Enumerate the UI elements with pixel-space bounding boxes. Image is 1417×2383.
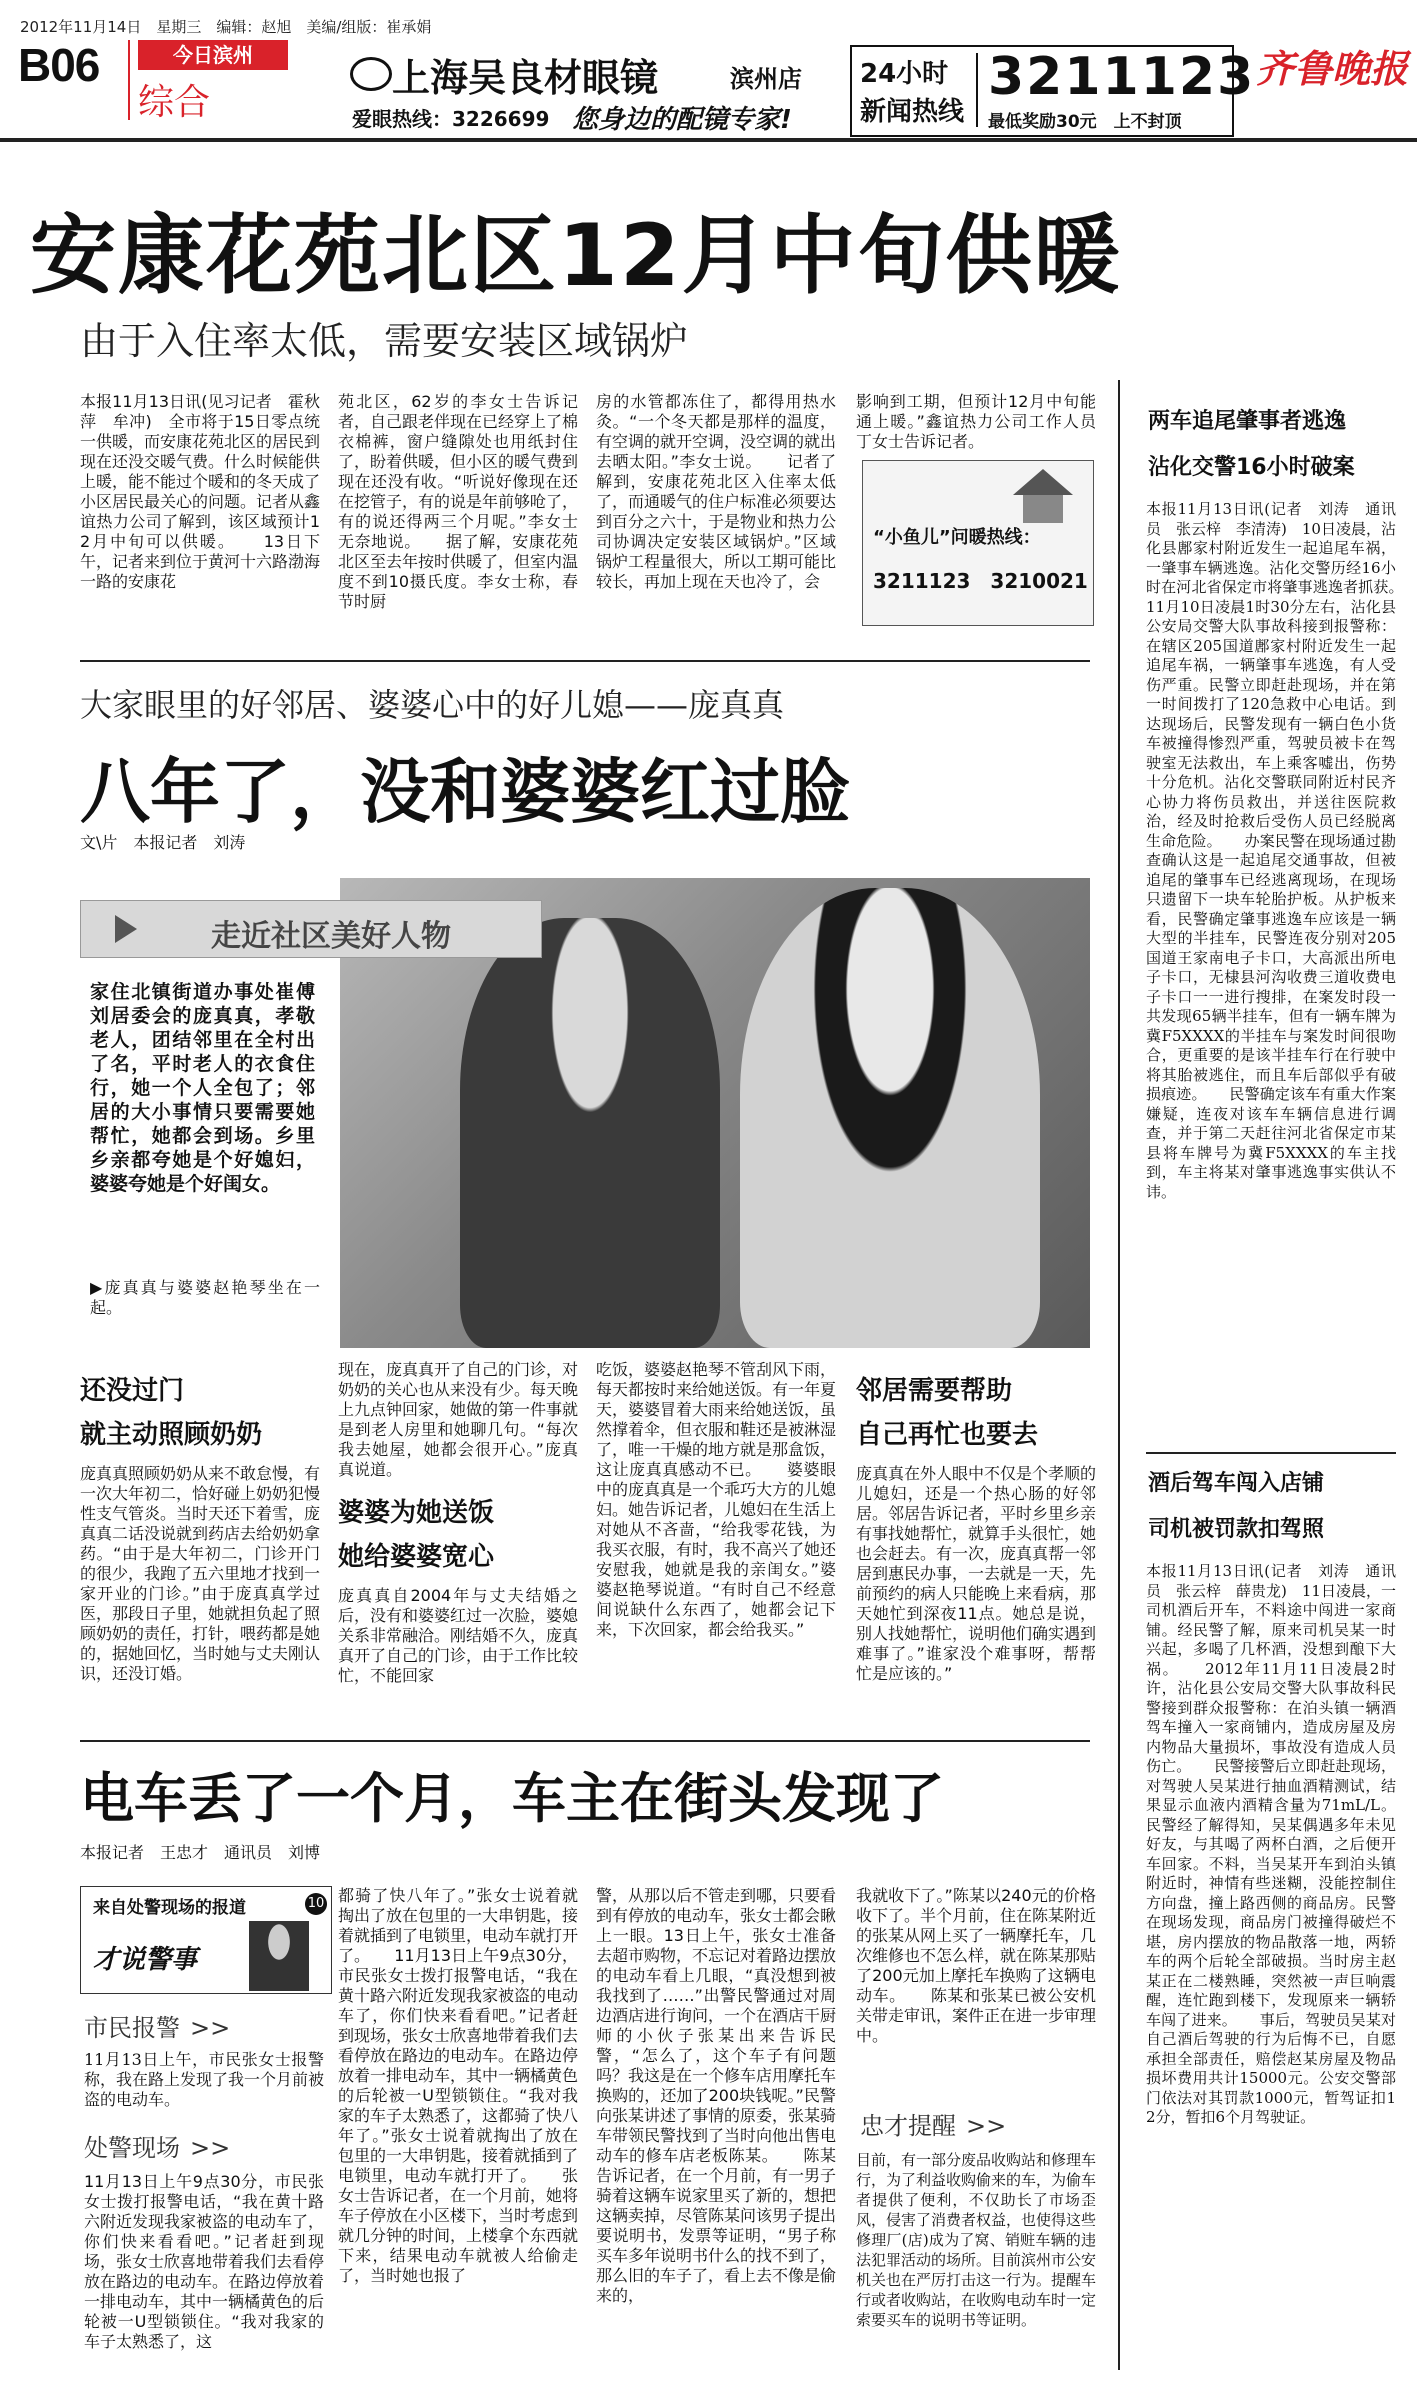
feature-byline: 文\片 本报记者 刘涛 <box>80 833 246 852</box>
masthead <box>0 0 1417 140</box>
side-art1-head-1: 两车追尾肇事者逃逸 <box>1148 409 1347 434</box>
lead-col-2: 苑北区，62岁的李女士告诉记者，自己跟老伴现在已经穿上了棉衣棉裤，窗户缝隙处也用纸封住了，盼着供暖，但小区的暖气费到现在还没有收。“听说好像现在还在挖管子，有的说是年前够呛了，有的说还得两三个月呢。”李女士无奈地说。 据了解，安康花苑北区至去年按时供暖了，但室内温度不到10摄氏度。李女士称，春节时厨 <box>338 392 578 611</box>
eyewear-brand: 上海吴良材眼镜 <box>392 55 659 100</box>
side-art2-body: 本报11月13日讯(记者 刘涛 通讯员 张云梓 薛贵龙) 11日凌晨，一司机酒后开车，不料途中闯进一家商铺。经民警了解，原来司机吴某一时兴起，多喝了几杯酒，没想到酿下大祸。 2012年11月11日凌晨2时许，沾化县公安局交警大队事故科民警接到群众报警称：在泊头镇一辆酒驾车撞入一家商铺内，造成房屋及房内物品大量损坏，事故没有造成人员伤亡。 民警接警后立即赶赴现场，对驾驶人吴某进行抽血酒精测试，结果显示血液内酒精含量为71mL/L。民警经了解得知，吴某偶遇多年未见好友，与其喝了两杯白酒，之后便开车回家。不料，当吴某开车到泊头镇附近时，神情有些迷糊，没能控制住方向盘，撞上路西侧的商品房。民警在现场发现，商品房门被撞得破烂不堪，房内摆放的物品散落一地，两轿车的两个后轮全部破损。当时房主赵某正在二楼熟睡，突然被一声巨响震醒，连忙跑到楼下，发现原来一辆轿车闯了进来。 事后，驾驶员吴某对自己酒后驾驶的行为后悔不已，自愿承担全部责任，赔偿赵某房屋及物品损坏费用共计15000元。公安交警部门依法对其罚款1000元，暂驾证扣12分，暂扣6个月驾驶证。 <box>1146 1562 1396 2126</box>
banner-text: 走近社区美好人物 <box>211 919 451 954</box>
sec2-body: 庞真真自2004年与丈夫结婚之后，没有和婆婆红过一次脸，婆媳关系非常融洽。刚结婚不久，庞真真开了自己的门诊，由于工作比较忙，不能回家 <box>338 1586 578 1685</box>
lead-col-4: 影响到工期，但预计12月中旬能通上暖。”鑫谊热力公司工作人员丁女士告诉记者。 <box>856 392 1096 451</box>
ebike-byline: 本报记者 王忠才 通讯员 刘博 <box>80 1843 321 1862</box>
side-mid-rule <box>1146 1452 1396 1454</box>
sec3-body: 庞真真在外人眼中不仅是个孝顺的儿媳妇，还是一个热心肠的好邻居。邻居告诉记者，平时乡里乡亲有事找她帮忙，就算手头很忙，她也会赶去。有一次，庞真真帮一邻居到惠民办事，一去就是一天，先前预约的病人只能晚上来看病，那天她忙到深夜11点。她总是说，别人找她帮忙，说明他们确实遇到难事了。”谁家没个难事呀，帮帮忙是应该的。” <box>856 1464 1096 1683</box>
side-art2-head-1: 酒后驾车闯入店铺 <box>1148 1471 1325 1496</box>
sec1-body: 庞真真照顾奶奶从来不敢怠慢，有一次大年初二，恰好碰上奶奶犯慢性支气管炎。当时天还下着雪，庞真真二话没说就到药店去给奶奶拿药。“由于是大年初二，门诊开门的很少，我跑了五六里地才找到一家开业的门诊。”由于庞真真学过医，那段日子里，她就担负起了照顾奶奶的责任，打针，喂药都是她的，据她回忆，当时她与丈夫刚认识，还没订婚。 <box>80 1464 320 1683</box>
side-art1-head-2: 沾化交警16小时破案 <box>1148 455 1355 480</box>
warmth-hotline-label: “小鱼儿”问暖热线： <box>873 527 1041 548</box>
warmth-hotline-box <box>862 460 1094 626</box>
sub-report-label: 市民报警 <box>84 2014 180 2042</box>
feature-col-b: 现在，庞真真开了自己的门诊，对奶奶的关心也从来没有少。每天晚上九点钟回家，她做的第一件事就是到老人房里和她聊几句。“每次我去她屋，她都会很开心。”庞真真说道。 <box>338 1360 578 1479</box>
house-icon <box>1013 469 1073 495</box>
sub-scene-body: 11月13日上午9点30分，市民张女士拨打报警电话，“我在黄十路六附近发现我家被盗的电动车了，你们快来看看吧。”记者赶到现场，张女士欣喜地带着我们去看停放在路边的电动车。在路边停放着一排电动车，其中一辆橘黄色的后轮被一U型锁锁住。“我对我家的车子太熟悉了，这 <box>84 2172 324 2351</box>
feature-caption: ▶庞真真与婆婆赵艳琴坐在一起。 <box>90 1278 320 1317</box>
sec1-head-1: 还没过门 <box>80 1376 185 1406</box>
page-number: B06 <box>18 39 100 91</box>
sub-tip-label: 忠才提醒 <box>860 2112 956 2140</box>
news-hotline-box <box>850 45 1256 137</box>
sec2-head-2: 她给婆婆宽心 <box>338 1542 495 1572</box>
banner-arrow-icon <box>115 915 137 943</box>
ebike-col-3: 警，从那以后不管走到哪，只要看到有停放的电动车，张女士都会瞅上一眼。13日上午，张女士准备去超市购物，不忘记对着路边摆放的电动车看上几眼，“真没想到被我找到了……”出警民警通过对周边酒店进行询问，一个在酒店干厨师的小伙子张某出来告诉民警，“怎么了，这个车子有问题吗？我这是在一个修车店用摩托车换购的，还加了200块钱呢。”民警向张某讲述了事情的原委，张某骑车带领民警找到了当时向他出售电动车的修车店老板陈某。 陈某告诉记者，在一个月前，有一男子骑着这辆车说家里买了新的，想把这辆卖掉，尽管陈某问该男子提出要说明书，发票等证明，“男子称买车多年说明书什么的找不到了，那么旧的车子了，看上去不像是偷来的， <box>596 1886 836 2305</box>
sub-tip: 忠才提醒 >> <box>860 2112 1007 2140</box>
police-column-box <box>80 1886 332 1994</box>
feature-headline: 八年了，没和婆婆红过脸 <box>80 751 850 833</box>
warmth-hotline-numbers: 3211123 3210021 <box>873 569 1088 593</box>
photo-woman-right <box>740 888 1040 1348</box>
sec3-head-2: 自己再忙也要去 <box>856 1420 1039 1450</box>
hotline-label-2: 新闻热线 <box>860 97 965 127</box>
eyewear-slogan: 您身边的配镜专家! <box>572 105 792 135</box>
sec3-head-1: 邻居需要帮助 <box>856 1376 1013 1406</box>
eyewear-logo-icon <box>350 57 392 91</box>
date-line: 2012年11月14日 星期三 编辑：赵旭 美编/组版：崔承娟 <box>20 18 432 36</box>
eyewear-store: 滨州店 <box>730 65 802 93</box>
feature-intro: 家住北镇街道办事处崔傅刘居委会的庞真真，孝敬老人，团结邻里在全村出了名，平时老人的衣食住行，她一个人全包了；邻居的大小事情只要需要她帮忙，她都会到场。乡里乡亲都夸她是个好媳妇，婆婆夸她是个好闺女。 <box>90 981 315 1195</box>
sidebar-divider <box>1118 380 1120 2370</box>
lead-subhead: 由于入住率太低，需要安装区域锅炉 <box>80 319 689 363</box>
lead-col-1: 本报11月13日讯(见习记者 霍秋萍 牟冲) 全市将于15日零点统一供暖，而安康花苑北区的居民到现在还没交暖气费。什么时候能供上暖，能不能过个暖和的冬天成了小区居民最关心的问题。记者从鑫谊热力公司了解到，该区域预计12月中旬可以供暖。 13日下午，记者来到位于黄河十六路渤海一路的安康花 <box>80 392 320 591</box>
section-name: 综合 <box>138 82 211 123</box>
lead-col-3: 房的水管都冻住了，都得用热水灸。“一个冬天都是那样的温度，有空调的就开空调，没空调的就出去晒太阳。”李女士说。 记者了解到，安康花苑北区入住率太低了，而通暖气的住户标准必须要达到百分之六十，于是物业和热力公司协调决定安装区域锅炉。”区域锅炉工程量很大，所以工期可能比较长，再加上现在天也冷了，会 <box>596 392 836 591</box>
header-rule <box>0 138 1417 142</box>
sub-scene: 处警现场 >> <box>84 2134 231 2162</box>
sec1-head-2: 就主动照顾奶奶 <box>80 1420 263 1450</box>
side-art1-body: 本报11月13日讯(记者 刘涛 通讯员 张云梓 李清涛) 10日凌晨，沾化县鄌家村附近发生一起追尾车祸，一肇事车辆逃逸。沾化交警历经16小时在河北省保定市将肇事逃逸者抓获。 11月10日凌晨1时30分左右，沾化县公安局交警大队事故科接到报警称：在辖区205国道鄌家村附近发生一起追尾车祸，一辆肇事车逃逸，有人受伤严重。民警立即赶赴现场，并在第一时间拨打了120急救中心电话。到达现场后，民警发现有一辆白色小货车被撞得惨烈严重，驾驶员被卡在驾驶室无法救出，车上乘客嘘出，伤势十分危机。沾化交警联同附近村民齐心协力将伤员救出，并送往医院救治，经及时抢救后受伤人员已经脱离生命危险。 办案民警在现场通过勘查确认这是一起追尾交通事故，但被追尾的肇事车已经逃离现场，在现场只遗留下一块车轮胎护板。从护板来看，民警确定肇事逃逸车应该是一辆大型的半挂车，民警连夜分别对205国道王家南电子卡口，大高派出所电子卡口，无棣县河沟收费三道收费电子卡口一一进行搜排，在案发时段一共发现65辆半挂车，但有一辆车牌为冀F5XXXX的半挂车与案发时间很吻合，更重要的是该半挂车行在行驶中将其胎被逃住，而且车后部似乎有破损痕迹。 民警确定该车有重大作案嫌疑，连夜对该车车辆信息进行调查，并于第二天赶往河北省保定市某县将车牌号为冀F5XXXX的车主找到，车主将某对肇事逃逸事实供认不讳。 <box>1146 500 1396 1201</box>
police-column-num: 10 <box>305 1893 327 1915</box>
eyewear-hotline: 爱眼热线：3226699 <box>352 107 550 131</box>
lead-headline: 安康花苑北区12月中旬供暖 <box>30 206 1122 306</box>
ebike-col-2: 都骑了快八年了。”张女士说着就掏出了放在包里的一大串钥匙，接着就插到了电锁里，电动车就打开了。 11月13日上午9点30分，市民张女士拨打报警电话，“我在黄十路六附近发现我家被盗的电动车了，你们快来看看吧。”记者赶到现场，张女士欣喜地带着我们去看停放在路边的电动车。在路边停放着一排电动车，其中一辆橘黄色的后轮被一U型锁锁住。“我对我家的车子太熟悉了，这都骑了快八年了。”张女士说着就掏出了放在包里的一大串钥匙，接着就插到了电锁里，电动车就打开了。 张女士告诉记者，在一个月前，她将车子停放在小区楼下，当时考虑到就几分钟的时间，上楼拿个东西就下来，结果电动车就被人给偷走了，当时她也报了 <box>338 1886 578 2285</box>
photo-woman-left <box>460 918 720 1348</box>
side-art2-head-2: 司机被罚款扣驾照 <box>1148 1517 1325 1542</box>
police-column-title: 来自处警现场的报道 <box>93 1898 246 1918</box>
feature-bottom-rule <box>80 1740 1090 1742</box>
hotline-note: 最低奖励30元 上不封顶 <box>988 112 1182 132</box>
lead-bottom-rule <box>80 660 1090 662</box>
police-column-name: 才说警事 <box>93 1945 198 1975</box>
section-divider <box>128 40 130 120</box>
hotline-number: 3211123 <box>988 47 1256 107</box>
sub-report-body: 11月13日上午，市民张女士报警称，我在路上发现了我一个月前被盗的电动车。 <box>84 2050 324 2109</box>
hotline-divider <box>976 53 978 127</box>
paper-logo: 齐鲁晚报 <box>1256 46 1409 91</box>
feature-kicker: 大家眼里的好邻居、婆婆心中的好儿媳——庞真真 <box>80 686 785 724</box>
ebike-headline: 电车丢了一个月，车主在街头发现了 <box>80 1767 944 1830</box>
sec2-head-1: 婆婆为她送饭 <box>338 1498 495 1528</box>
feature-col-c: 吃饭，婆婆赵艳琴不管刮风下雨，每天都按时来给她送饭。有一年夏天，婆婆冒着大雨来给她送饭，虽然撑着伞，但衣服和鞋还是被淋湿了，唯一干燥的地方就是那盒饭，这让庞真真感动不已。 婆婆眼中的庞真真是一个乖巧大方的儿媳妇。她告诉记者，儿媳妇在生活上对她从不吝啬，“给我零花钱，为我买衣服，有时，我不高兴了她还安慰我，她就是我的亲闺女。”婆婆赵艳琴说道。“有时自己不经意间说缺什么东西了，她都会记下来，下次回家，都会给我买。” <box>596 1360 836 1639</box>
eyewear-ad <box>350 45 840 135</box>
section-tag: 今日滨州 <box>138 40 288 70</box>
sub-scene-label: 处警现场 <box>84 2134 180 2162</box>
house-body-icon <box>1023 495 1063 523</box>
community-banner <box>80 900 542 958</box>
reporter-avatar <box>249 1921 309 1991</box>
hotline-label-1: 24小时 <box>860 59 949 89</box>
sub-report: 市民报警 >> <box>84 2014 231 2042</box>
tip-body: 目前，有一部分废品收购站和修理车行，为了利益收购偷来的车，为偷车者提供了便利，不仅助长了市场歪风，侵害了消费者权益，也使得这些修理厂(店)成为了窝、销赃车辆的违法犯罪活动的场所。目前滨州市公安机关也在严厉打击这一行为。提醒车行或者收购站，在收购电动车时一定索要买车的说明书等证明。 <box>856 2151 1096 2329</box>
ebike-col-4: 我就收下了。”陈某以240元的价格收下了。半个月前，住在陈某附近的张某从网上买了一辆摩托车，几次维修也不怎么样，就在陈某那贴了200元加上摩托车换购了这辆电动车。 陈某和张某已被公安机关带走审讯，案件正在进一步审理中。 <box>856 1886 1096 2045</box>
